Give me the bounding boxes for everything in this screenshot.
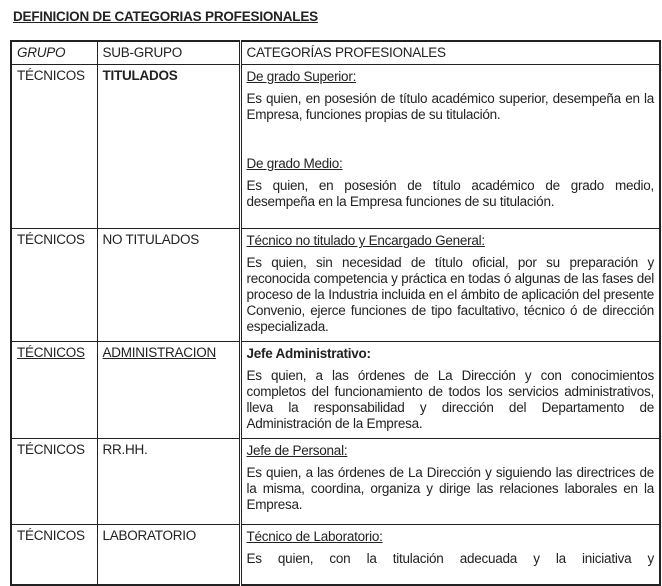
grupo-cell: TÉCNICOS bbox=[11, 525, 97, 585]
grupo-cell: TÉCNICOS bbox=[11, 342, 97, 439]
category-heading: Jefe de Personal: bbox=[246, 443, 348, 458]
table-row bbox=[11, 229, 660, 342]
category-cell bbox=[240, 342, 660, 439]
category-cell bbox=[240, 229, 660, 342]
category-heading: De grado Superior: bbox=[246, 69, 357, 84]
category-heading: Técnico no titulado y Encargado General: bbox=[246, 233, 485, 248]
category-cell bbox=[240, 439, 660, 525]
subgrupo-cell: NO TITULADOS bbox=[97, 229, 240, 342]
category-description: Es quien, sin necesidad de título oficial, por su preparación y reconocida competencia y práctica en todas ó algunas de las fases del proceso de la Industria incluida en el ámbito de aplicación del presente Convenio, ejerce funciones de tipo facultativo, técnico ó de dirección especializada. bbox=[246, 255, 654, 334]
grupo-cell: TÉCNICOS bbox=[11, 65, 97, 229]
header-categorias: CATEGORÍAS PROFESIONALES bbox=[240, 41, 660, 65]
header-grupo: GRUPO bbox=[11, 41, 97, 65]
category-description: Es quien, a las órdenes de La Dirección y siguiendo las directrices de la misma, coordina, organiza y dirige las relaciones laborales en la Empresa. bbox=[246, 465, 654, 512]
category-description: Es quien, a las órdenes de La Dirección y con conocimientos completos del funcionamiento de todos los servicios administrativos, lleva la responsabilidad y dirección del Departamento de Administración de la Empresa. bbox=[246, 368, 654, 431]
category-cell bbox=[240, 525, 660, 585]
table-row bbox=[11, 439, 660, 525]
table-row bbox=[11, 342, 660, 439]
subgrupo-cell: LABORATORIO bbox=[97, 525, 240, 585]
category-heading: Jefe Administrativo: bbox=[246, 346, 371, 361]
subgrupo-cell: ADMINISTRACION bbox=[97, 342, 240, 439]
category-heading: Técnico de Laboratorio: bbox=[246, 529, 383, 544]
header-subgrupo: SUB-GRUPO bbox=[97, 41, 240, 65]
grupo-cell: TÉCNICOS bbox=[11, 439, 97, 525]
document-title: DEFINICION DE CATEGORIAS PROFESIONALES bbox=[13, 9, 318, 24]
category-description: Es quien, en posesión de título académico superior, desempeña en la Empresa, funciones propias de su titulación. bbox=[246, 91, 654, 122]
table-header-row bbox=[11, 41, 660, 65]
category-heading: De grado Medio: bbox=[246, 156, 343, 171]
table-row bbox=[11, 525, 660, 585]
table-row bbox=[11, 65, 660, 229]
subgrupo-cell: TITULADOS bbox=[97, 65, 240, 229]
subgrupo-cell: RR.HH. bbox=[97, 439, 240, 525]
category-description: Es quien, en posesión de título académico de grado medio, desempeña en la Empresa funciones de su titulación. bbox=[246, 178, 654, 209]
category-cell bbox=[240, 65, 660, 229]
grupo-cell: TÉCNICOS bbox=[11, 229, 97, 342]
category-description: Es quien, con la titulación adecuada y la iniciativa y bbox=[246, 551, 654, 566]
categories-table bbox=[10, 40, 661, 586]
